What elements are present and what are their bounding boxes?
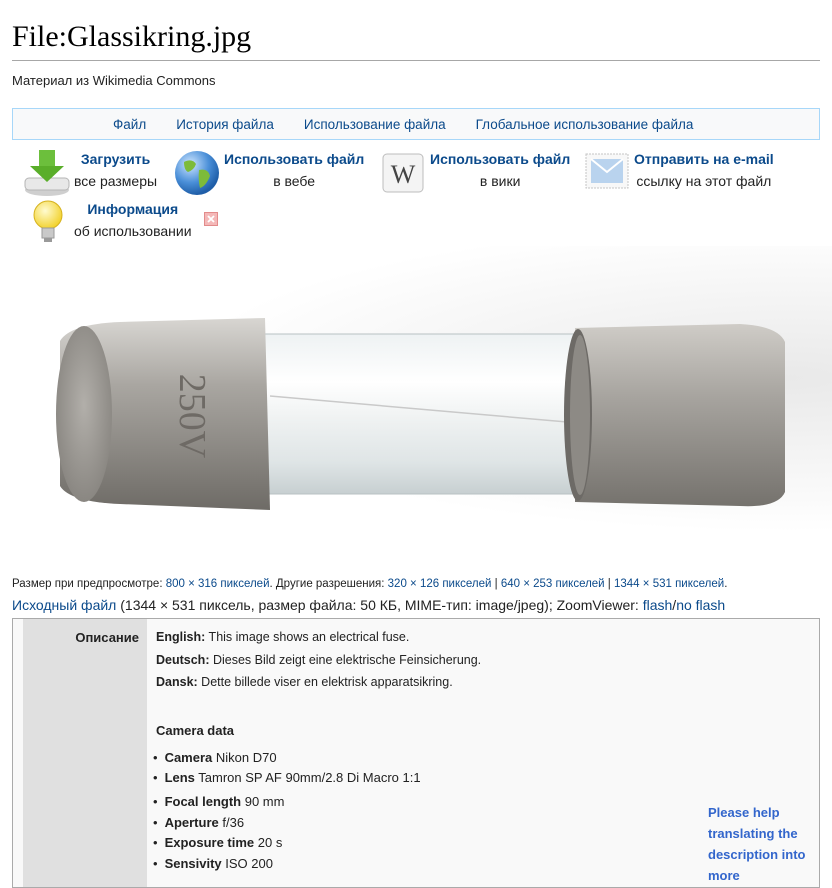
description-label: Описание: [75, 630, 139, 645]
globe-icon: [172, 148, 222, 198]
preview-separator: |: [491, 578, 501, 590]
download-label[interactable]: Загрузить: [80, 151, 151, 167]
use-web-sub: в вебе: [273, 173, 316, 189]
use-web-label[interactable]: Использовать файл: [224, 151, 365, 167]
wikipedia-glyph: W: [390, 160, 416, 189]
original-file-details: (1344 × 531 пиксель, размер файла: 50 КБ, MIME-тип: image/jpeg); ZoomViewer:: [116, 597, 643, 613]
zoomviewer-noflash-link[interactable]: no flash: [676, 597, 726, 613]
aperture-item: • Aperture f/36: [153, 815, 244, 830]
resolution-640-link[interactable]: 640 × 253 пикселей: [500, 578, 605, 590]
focal-length-item: • Focal length 90 mm: [153, 794, 284, 809]
preview-prefix: Размер при предпросмотре:: [12, 578, 166, 590]
email-tool[interactable]: [582, 148, 774, 198]
title-divider: [12, 60, 820, 61]
info-label-column: [23, 619, 147, 887]
camera-data-heading: Camera data: [156, 723, 235, 738]
preview-end: .: [724, 578, 728, 590]
translation-help-note[interactable]: Please help translating the description into more: [708, 805, 806, 883]
use-web-tool[interactable]: [172, 148, 364, 198]
preview-separator: |: [604, 578, 614, 590]
preview-mid: . Другие разрешения:: [269, 578, 388, 590]
toc-file-history[interactable]: История файла: [176, 116, 274, 132]
camera-item: • Camera Nikon D70: [153, 750, 277, 765]
original-file-link[interactable]: Исходный файл: [12, 597, 117, 613]
preview-size-link[interactable]: 800 × 316 пикселей: [165, 578, 270, 590]
download-sub: все размеры: [74, 173, 158, 189]
resolution-320-link[interactable]: 320 × 126 пикселей: [387, 578, 492, 590]
toc-file[interactable]: Файл: [113, 116, 147, 132]
use-wiki-tool[interactable]: [378, 148, 570, 198]
page-title: File:Glassikring.jpg: [12, 20, 252, 53]
toc-global-usage[interactable]: Глобальное использование файла: [475, 116, 694, 132]
email-label[interactable]: Отправить на e-mail: [634, 151, 774, 167]
site-subtitle: Материал из Wikimedia Commons: [12, 73, 216, 88]
download-icon: [22, 148, 72, 198]
wikipedia-icon: [378, 148, 428, 198]
info-sub: об использовании: [74, 223, 192, 239]
use-wiki-sub: в вики: [479, 173, 521, 189]
description-german: Deutsch: Dieses Bild zeigt eine elektrische Feinsicherung.: [156, 653, 482, 667]
exposure-time-item: • Exposure time 20 s: [153, 835, 282, 850]
zoomviewer-separator: /: [672, 597, 677, 613]
toc-file-usage[interactable]: Использование файла: [303, 116, 446, 132]
original-file-line: [12, 597, 725, 613]
zoomviewer-flash-link[interactable]: flash: [642, 597, 673, 613]
description-danish: Dansk: Dette billede viser en elektrisk apparatsikring.: [156, 675, 453, 689]
preview-size-line: [12, 578, 727, 590]
file-toc: [12, 108, 820, 140]
file-image[interactable]: [0, 246, 832, 576]
sensivity-item: • Sensivity ISO 200: [153, 856, 273, 871]
close-icon[interactable]: [204, 212, 218, 226]
resolution-1344-link[interactable]: 1344 × 531 пикселей: [614, 578, 725, 590]
email-sub: ссылку на этот файл: [636, 173, 772, 189]
description-english: English: This image shows an electrical fuse.: [156, 630, 410, 644]
info-tool[interactable]: [26, 198, 218, 248]
email-icon: [582, 148, 632, 198]
download-tool[interactable]: [22, 148, 157, 198]
file-info-table: [12, 618, 820, 888]
lens-item: • Lens Tamron SP AF 90mm/2.8 Di Macro 1:1: [153, 770, 421, 785]
fuse-marking: 250V: [171, 373, 213, 459]
lightbulb-icon: [26, 198, 72, 248]
info-label[interactable]: Информация: [87, 201, 179, 217]
use-wiki-label[interactable]: Использовать файл: [430, 151, 571, 167]
